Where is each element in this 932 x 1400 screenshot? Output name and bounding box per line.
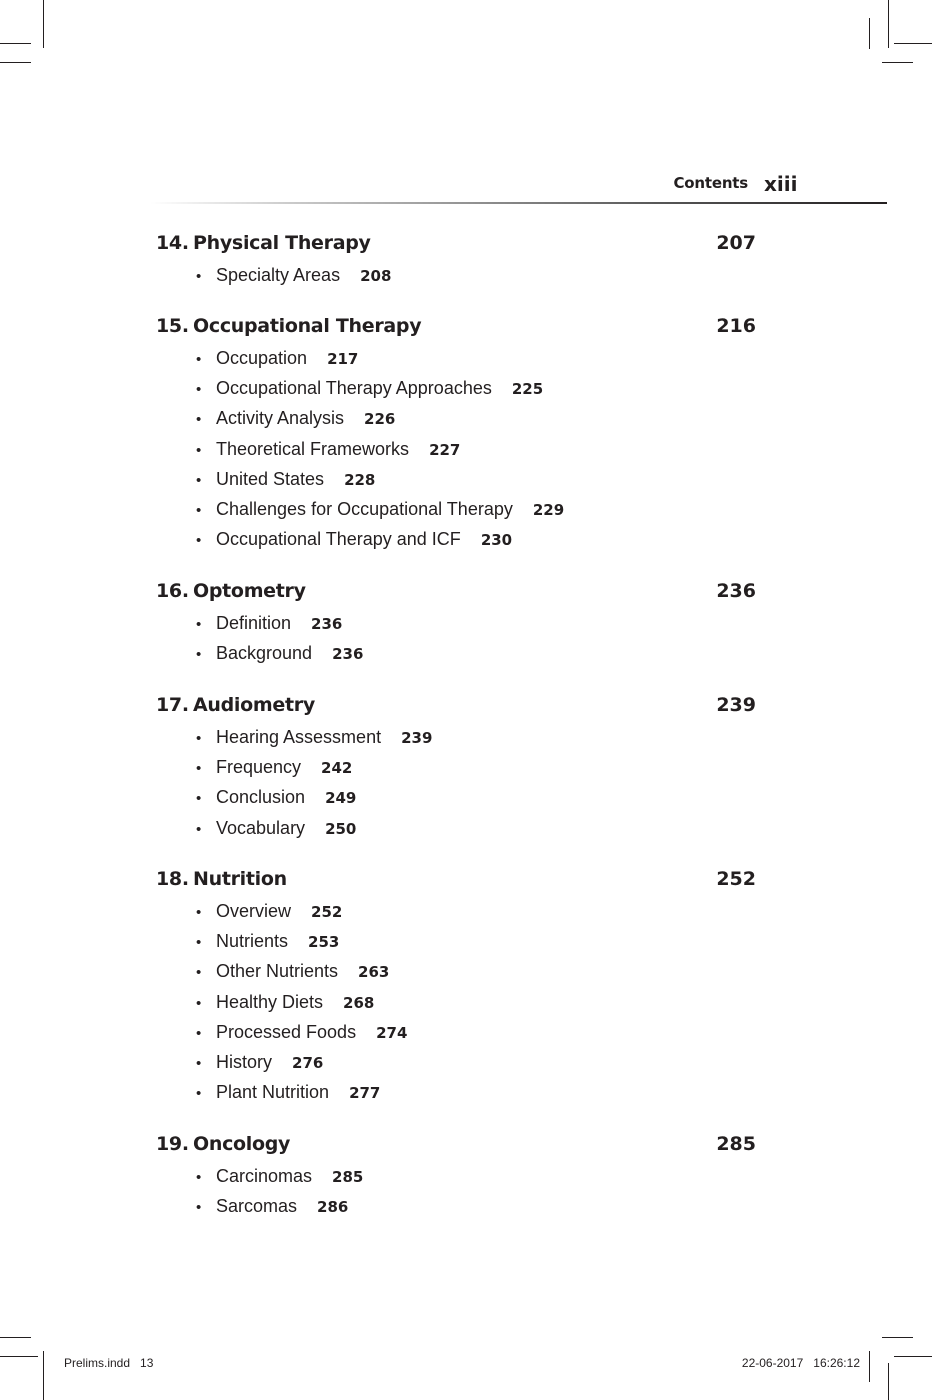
section-entry — [196, 1166, 363, 1196]
chapter-title: Audiometry — [193, 694, 315, 716]
bullet-icon: • — [196, 616, 202, 633]
page-number: xiii — [764, 172, 798, 196]
footer-file-label: Prelims.indd 13 — [64, 1356, 154, 1370]
footer-timestamp: 22-06-2017 16:26:12 — [741, 1356, 860, 1370]
section-entry — [196, 818, 432, 848]
section-title: Carcinomas — [216, 1166, 313, 1186]
section-page-number: 268 — [343, 993, 375, 1012]
chapter-number: 19. — [156, 1133, 189, 1155]
section-title: Occupation — [216, 348, 308, 368]
chapter-title: Occupational Therapy — [193, 315, 422, 337]
chapter-number: 18. — [156, 868, 189, 890]
chapter-number: 15. — [156, 315, 189, 337]
bullet-icon: • — [196, 1085, 202, 1103]
bullet-icon: • — [196, 730, 202, 747]
section-title: Occupational Therapy Approaches — [216, 378, 492, 399]
section-entry — [196, 727, 432, 757]
chapter-title: Oncology — [193, 1133, 291, 1155]
section-title: Other Nutrients — [216, 961, 339, 982]
chapter-heading — [156, 580, 306, 602]
bullet-icon: • — [196, 760, 202, 778]
crop-mark — [882, 1337, 913, 1338]
section-page-number: 253 — [308, 933, 340, 952]
crop-mark — [0, 43, 31, 44]
section-title: History — [216, 1051, 273, 1072]
section-page-number: 217 — [327, 350, 359, 368]
crop-mark — [0, 1337, 31, 1338]
crop-mark — [894, 43, 932, 44]
section-title: Healthy Diets — [216, 991, 324, 1012]
bullet-icon: • — [196, 964, 202, 982]
section-page-number: 252 — [311, 903, 343, 921]
chapter-number: 17. — [156, 694, 189, 716]
section-title: Background — [216, 643, 313, 664]
section-list — [196, 613, 363, 673]
section-title: Nutrients — [216, 931, 289, 952]
section-page-number: 228 — [344, 470, 376, 489]
bullet-icon: • — [196, 471, 202, 489]
bullet-icon: • — [196, 1169, 202, 1186]
crop-mark — [888, 0, 889, 48]
chapter-heading — [156, 315, 421, 337]
section-title: Plant Nutrition — [216, 1082, 330, 1103]
bullet-icon: • — [196, 646, 202, 664]
section-page-number: 226 — [364, 410, 396, 429]
section-list — [196, 265, 391, 295]
chapter-heading — [156, 1133, 290, 1155]
bullet-icon: • — [196, 532, 202, 550]
chapter-title: Optometry — [193, 580, 306, 602]
section-entry — [196, 643, 363, 673]
header-rule — [150, 202, 887, 204]
section-title: Frequency — [216, 757, 302, 778]
section-entry — [196, 931, 407, 961]
section-page-number: 274 — [376, 1023, 408, 1042]
section-title: Challenges for Occupational Therapy — [216, 498, 513, 519]
bullet-icon: • — [196, 790, 202, 808]
section-entry — [196, 469, 564, 499]
section-entry — [196, 1082, 407, 1112]
section-page-number: 230 — [480, 531, 513, 550]
section-page-number: 225 — [511, 380, 544, 399]
section-title: Overview — [216, 901, 292, 921]
section-page-number: 285 — [332, 1168, 364, 1186]
chapter-page-number: 236 — [716, 580, 756, 602]
chapter-page-number: 216 — [716, 315, 756, 337]
section-list — [196, 901, 407, 1112]
bullet-icon: • — [196, 268, 202, 285]
chapter-page-number: 285 — [716, 1133, 756, 1155]
chapter-title: Physical Therapy — [193, 232, 371, 254]
crop-mark — [0, 62, 31, 63]
section-page-number: 236 — [311, 615, 343, 633]
bullet-icon: • — [196, 904, 202, 921]
chapter-number: 16. — [156, 580, 189, 602]
section-title: Hearing Assessment — [216, 727, 382, 747]
section-title: Sarcomas — [216, 1196, 298, 1217]
crop-mark — [869, 1351, 870, 1382]
section-entry — [196, 1022, 407, 1052]
bullet-icon: • — [196, 1024, 202, 1042]
bullet-icon: • — [196, 1054, 202, 1072]
section-entry — [196, 992, 407, 1022]
section-title: Processed Foods — [216, 1021, 357, 1042]
section-entry — [196, 757, 432, 787]
crop-mark — [869, 18, 870, 49]
bullet-icon: • — [196, 411, 202, 429]
section-page-number: 250 — [325, 819, 357, 838]
section-page-number: 286 — [317, 1198, 349, 1217]
section-page-number: 236 — [332, 645, 364, 664]
chapter-title: Nutrition — [193, 868, 287, 890]
bullet-icon: • — [196, 1199, 202, 1217]
section-title: Conclusion — [216, 787, 306, 808]
section-list — [196, 727, 432, 848]
section-entry — [196, 901, 407, 931]
crop-mark — [43, 0, 44, 48]
bullet-icon: • — [196, 381, 202, 399]
section-list — [196, 348, 564, 559]
section-entry — [196, 529, 564, 559]
section-entry — [196, 439, 564, 469]
crop-mark — [43, 1351, 44, 1400]
section-entry — [196, 265, 391, 295]
section-title: Occupational Therapy and ICF — [216, 529, 461, 550]
section-page-number: 277 — [349, 1084, 381, 1103]
section-page-number: 229 — [532, 500, 565, 519]
section-title: Vocabulary — [216, 817, 306, 838]
section-title: Activity Analysis — [216, 408, 345, 429]
running-header-label: Contents — [673, 174, 748, 192]
chapter-page-number: 252 — [716, 868, 756, 890]
section-title: Specialty Areas — [216, 265, 341, 285]
bullet-icon: • — [196, 994, 202, 1012]
chapter-heading — [156, 694, 315, 716]
section-page-number: 208 — [360, 267, 392, 285]
section-entry — [196, 1052, 407, 1082]
bullet-icon: • — [196, 441, 202, 459]
section-entry — [196, 787, 432, 817]
chapter-heading — [156, 868, 287, 890]
crop-mark — [882, 62, 913, 63]
crop-mark — [0, 1356, 38, 1357]
section-entry — [196, 961, 407, 991]
section-entry — [196, 378, 564, 408]
section-page-number: 227 — [429, 440, 461, 459]
section-title: Definition — [216, 613, 292, 633]
section-entry — [196, 1196, 363, 1226]
section-entry — [196, 613, 363, 643]
section-title: United States — [216, 468, 325, 489]
crop-mark — [888, 1363, 889, 1400]
section-page-number: 249 — [325, 789, 357, 808]
chapter-page-number: 239 — [716, 694, 756, 716]
section-page-number: 263 — [358, 963, 390, 982]
chapter-page-number: 207 — [716, 232, 756, 254]
crop-mark — [894, 1356, 932, 1357]
section-list — [196, 1166, 363, 1226]
section-page-number: 242 — [321, 759, 353, 778]
bullet-icon: • — [196, 501, 202, 519]
section-entry — [196, 499, 564, 529]
bullet-icon: • — [196, 820, 202, 838]
section-page-number: 239 — [401, 729, 433, 747]
bullet-icon: • — [196, 351, 202, 368]
section-page-number: 276 — [292, 1053, 324, 1072]
chapter-heading — [156, 232, 371, 254]
section-entry — [196, 408, 564, 438]
chapter-number: 14. — [156, 232, 189, 254]
bullet-icon: • — [196, 934, 202, 952]
section-title: Theoretical Frameworks — [216, 438, 410, 459]
section-entry — [196, 348, 564, 378]
